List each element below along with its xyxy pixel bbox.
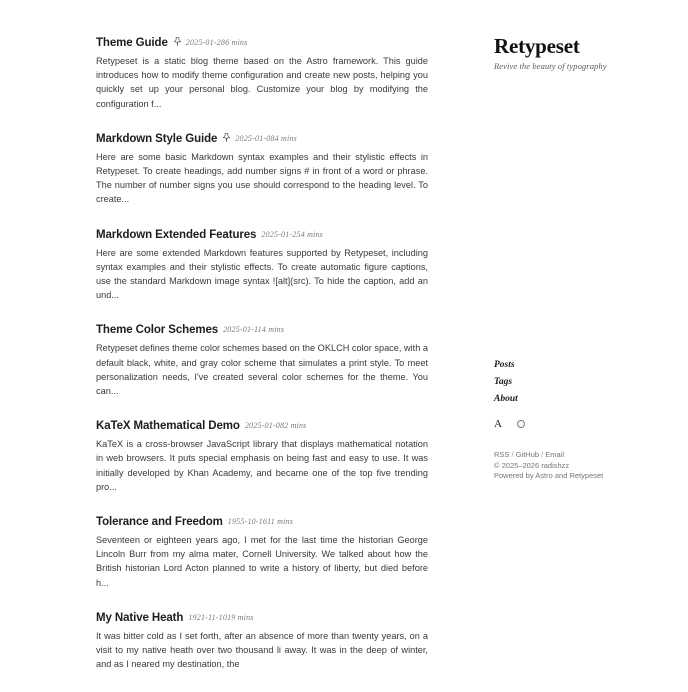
font-size-toggle-button[interactable]: A [494,418,502,430]
post-reading-time: 2 mins [284,421,307,431]
post-header [96,611,428,625]
post-date: 2025-01-08 [235,133,275,143]
footer-links: RSS / GitHub / Email [494,450,565,459]
post-item [96,611,428,672]
footer-powered-by [494,471,674,482]
post-header [96,515,428,529]
post-reading-time: 4 mins [261,325,285,335]
powered-by-label: Powered by [494,471,536,480]
site-footer [494,450,674,482]
post-title-link[interactable]: Markdown Extended Features [96,228,257,241]
post-item [96,228,428,303]
post-date: 2025-01-28 [185,38,226,47]
post-reading-time: 19 mins [227,612,254,622]
post-reading-time: 6 mins [225,38,248,47]
nav-item-posts[interactable]: Posts [494,360,515,370]
post-item [96,419,428,494]
post-description: KaTeX is a cross-browser JavaScript library that displays mathematical notation in web browsers. It puts special emphasis on being fast and easy to use. It was initially developed by Khan Academy, and became one of the top five trending pro... [96,439,428,492]
post-reading-time: 11 mins [267,517,294,527]
post-list [96,36,428,692]
and-label: and [552,471,570,480]
post-title-link[interactable]: KaTeX Mathematical Demo [96,420,240,433]
post-item [96,132,428,207]
post-header [96,132,428,146]
post-date: 2025-01-11 [223,325,262,335]
email-link[interactable]: Email [545,450,565,459]
post-item [96,515,428,590]
post-description: Here are some basic Markdown syntax examples and their stylistic effects in Retypeset. To create headings, add number signs # in front of a word or phrase. The number of number signs you use should correspond to the heading level. To create... [96,151,428,205]
post-header [96,419,428,433]
site-tagline: Revive the beauty of typography [494,61,607,71]
post-item [96,323,428,398]
nav-item-tags[interactable]: Tags [494,377,513,387]
post-item [96,36,428,111]
post-date: 1955-10-16 [227,517,268,527]
post-header [96,323,428,337]
nav-item-about[interactable]: About [494,394,518,404]
post-header [96,36,428,50]
nav-controls [494,418,525,430]
footer-copyright: © 2025–2026 radishzz [494,460,570,470]
site-title-link[interactable]: Retypeset [494,34,580,58]
post-description: It was bitter cold as I set forth, after an absence of more than twenty years, on a visit to my native heath over two thousand li away. It was in the deep of winter, and as I neared my destination, the [96,630,428,670]
post-title-link[interactable]: Theme Guide [96,37,168,49]
site-header [494,34,664,71]
post-title-link[interactable]: My Native Heath [96,611,184,624]
post-date: 2025-01-08 [244,421,285,431]
astro-link[interactable]: Astro [535,471,553,480]
post-date: 1921-11-10 [188,612,228,622]
post-title-link[interactable]: Markdown Style Guide [96,132,218,145]
pin-icon [222,133,231,143]
theme-toggle-button[interactable] [517,420,525,428]
post-description: Here are some extended Markdown features supported by Retypeset, including syntax examples and their stylistic effects. To create automatic figure captions, use the standard Markdown image syntax ![alt](src). To hide the caption, add an und... [96,247,428,301]
post-header [96,228,428,242]
rss-link[interactable]: RSS [494,450,510,459]
post-title-link[interactable]: Theme Color Schemes [96,324,219,337]
post-reading-time: 4 mins [274,133,297,143]
site-nav [494,357,664,408]
post-date: 2025-01-25 [261,229,301,239]
post-description: Seventeen or eighteen years ago, I met for the last time the historian George Lincoln Burr from my alma mater, Cornell University. We talked about how the British historian Lord Acton planned to write a history of liberty, but died before h... [96,535,428,588]
retypeset-link[interactable]: Retypeset [569,471,604,480]
post-title-link[interactable]: Tolerance and Freedom [96,516,223,529]
post-description: Retypeset is a static blog theme based on the Astro framework. This guide introduces how to modify theme configuration and create new posts, helping you quickly set up your personal blog. Customize your blog by modifying the configuration f... [96,56,428,109]
github-link[interactable]: GitHub [515,450,540,459]
pin-icon [173,37,182,47]
post-reading-time: 4 mins [300,229,324,239]
post-description: Retypeset defines theme color schemes based on the OKLCH color space, with a default black, white, and gray color scheme that simulates a print style. To meet personalization needs, I've created several color schemes for the theme. You can... [96,343,428,397]
